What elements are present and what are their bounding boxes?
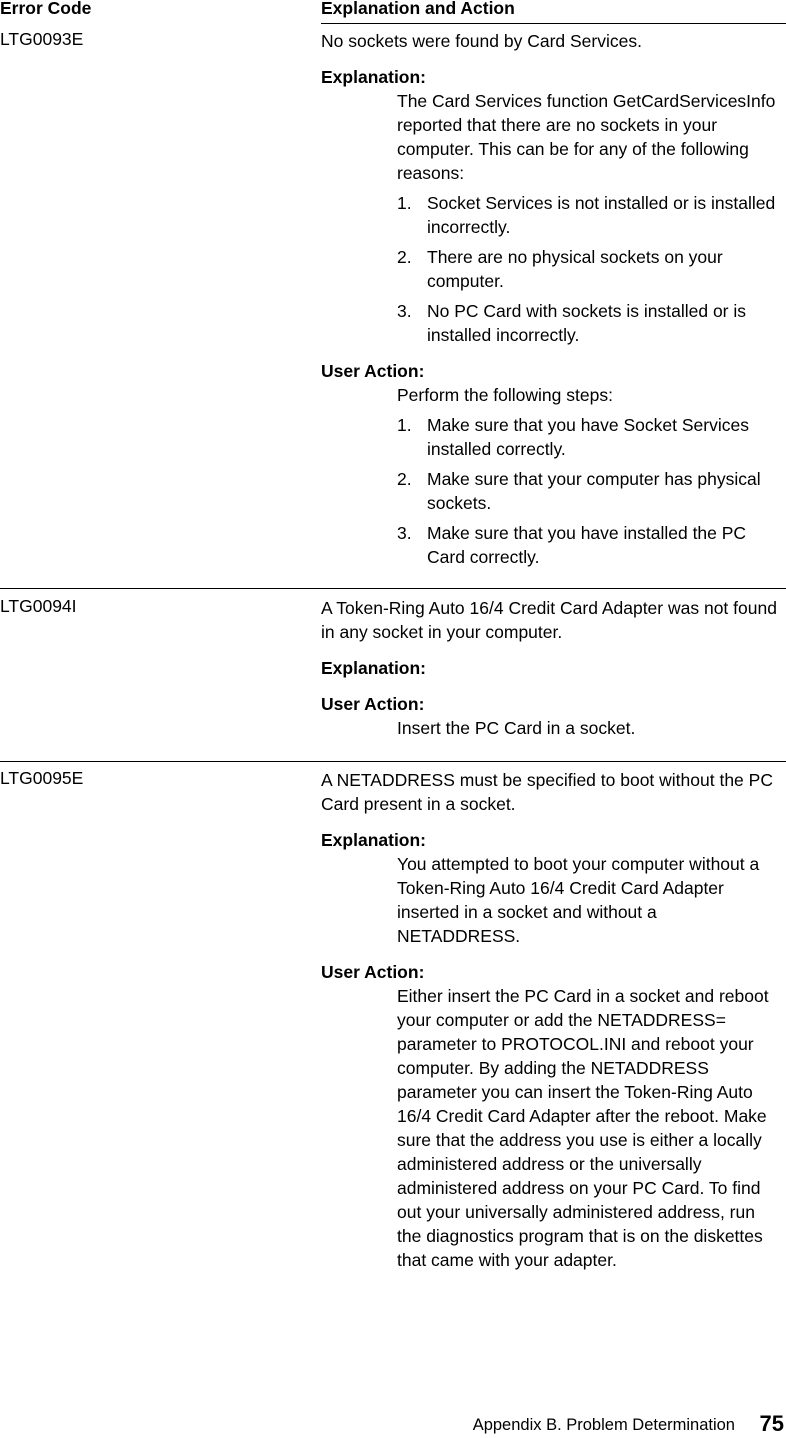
explanation-label: Explanation:: [321, 67, 427, 87]
user-action-body: [397, 984, 783, 1272]
explanation-body: [397, 89, 783, 347]
list-text: Socket Services is not installed or is installed incorrectly.: [427, 193, 776, 237]
list-item: [397, 245, 783, 293]
explanation-body: [397, 852, 783, 948]
header-rule: [321, 23, 786, 24]
explanation-list: [397, 191, 783, 347]
page-footer: [0, 1412, 786, 1436]
user-action-text: Either insert the PC Card in a socket and reboot your computer or add the NETADDRESS= parameter to PROTOCOL.INI and reboot your computer. By adding the NETADDRESS parameter you can insert the Token-Ring Auto 16/4 Credit Card Adapter after the reboot. Make sure that the address you use is either a locally administered address or the universally administered address on your PC Card. To find out your universally administered address, run the diagnostics program that is on the diskettes that came with your adapter.: [397, 986, 769, 1270]
list-item: [397, 467, 783, 515]
explanation-text: The Card Services function GetCardServicesInfo reported that there are no sockets in your computer. This can be for any of the following reasons:: [397, 91, 776, 183]
user-action-body: [397, 383, 783, 569]
list-number: 2.: [397, 469, 412, 489]
error-message: No sockets were found by Card Services.: [321, 31, 642, 51]
user-action-label: User Action:: [321, 694, 425, 714]
list-number: 1.: [397, 415, 412, 435]
list-number: 3.: [397, 301, 412, 321]
entry-details: [321, 596, 783, 752]
error-code: LTG0094I: [0, 596, 77, 616]
list-text: Make sure that your computer has physical sockets.: [427, 469, 761, 513]
entry-details: [321, 29, 783, 581]
explanation-text: You attempted to boot your computer without a Token-Ring Auto 16/4 Credit Card Adapter inserted in a socket and without a NETADDRESS.: [397, 854, 760, 946]
column-header-explanation: Explanation and Action: [321, 0, 515, 18]
error-message: A Token-Ring Auto 16/4 Credit Card Adapter was not found in any socket in your computer.: [321, 598, 777, 642]
user-action-text: Insert the PC Card in a socket.: [397, 718, 636, 738]
list-text: Make sure that you have Socket Services installed correctly.: [427, 415, 749, 459]
user-action-label: User Action:: [321, 962, 425, 982]
list-item: [397, 299, 783, 347]
entry-divider: [0, 761, 786, 762]
page-number: 75: [759, 1411, 784, 1436]
error-code: LTG0095E: [0, 768, 84, 788]
list-text: No PC Card with sockets is installed or is installed incorrectly.: [427, 301, 746, 345]
user-action-text: Perform the following steps:: [397, 385, 613, 405]
list-text: Make sure that you have installed the PC Card correctly.: [427, 523, 747, 567]
user-action-label: User Action:: [321, 361, 425, 381]
list-item: [397, 191, 783, 239]
list-number: 2.: [397, 247, 412, 267]
entry-details: [321, 768, 783, 1284]
explanation-label: Explanation:: [321, 830, 427, 850]
user-action-list: [397, 413, 783, 569]
error-code: LTG0093E: [0, 29, 84, 49]
error-message: A NETADDRESS must be specified to boot without the PC Card present in a socket.: [321, 770, 773, 814]
list-item: [397, 521, 783, 569]
column-header-error-code: Error Code: [0, 0, 92, 18]
entry-divider: [0, 588, 786, 589]
list-item: [397, 413, 783, 461]
footer-section-title: Appendix B. Problem Determination: [472, 1416, 735, 1434]
list-number: 1.: [397, 193, 412, 213]
user-action-body: [397, 716, 783, 740]
explanation-label: Explanation:: [321, 658, 427, 678]
list-number: 3.: [397, 523, 412, 543]
list-text: There are no physical sockets on your computer.: [427, 247, 723, 291]
